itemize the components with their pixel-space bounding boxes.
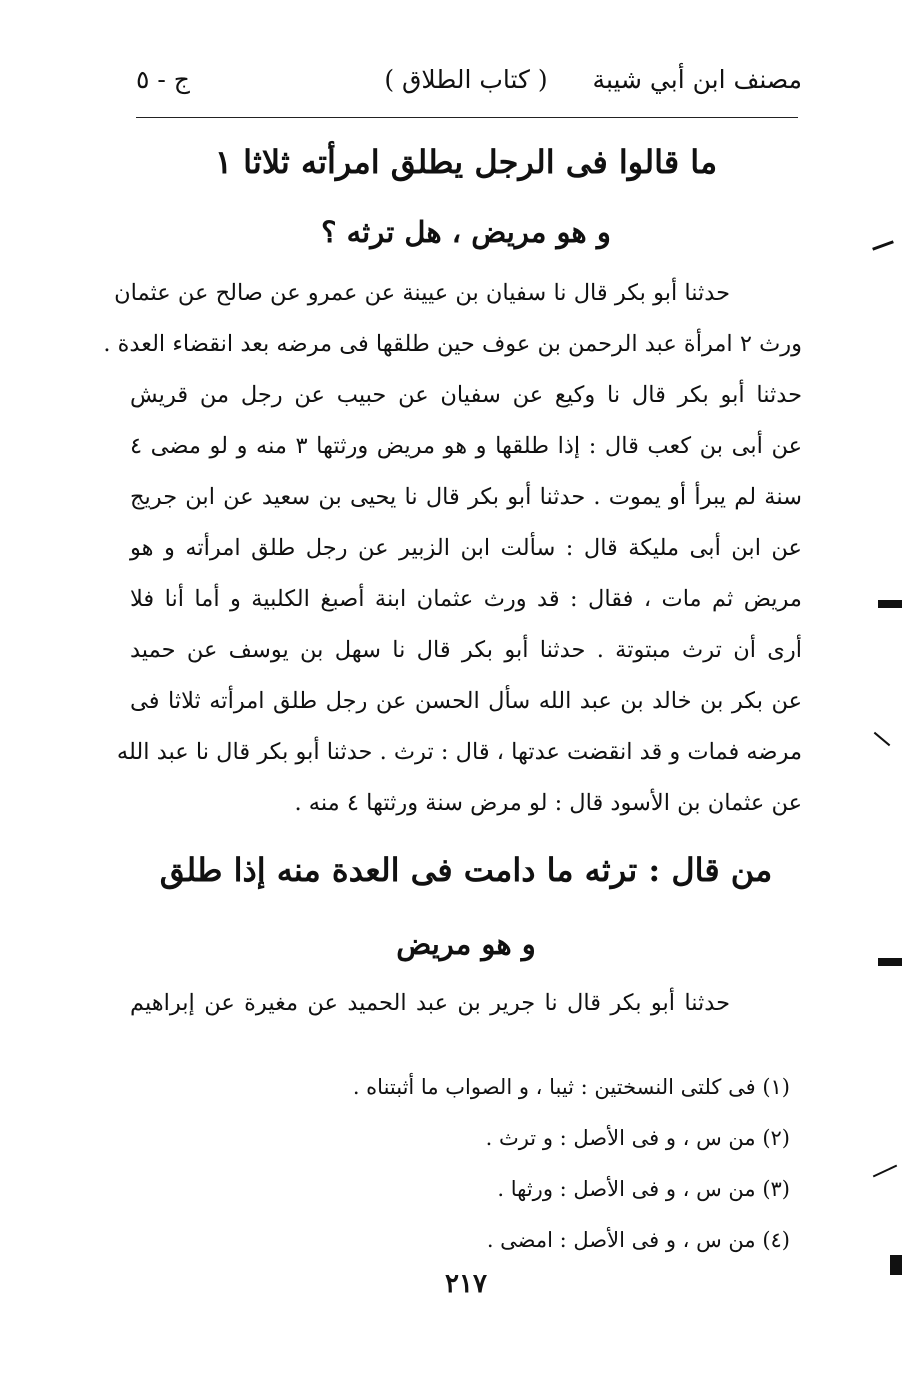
text-line: عن ابن أبى مليكة قال : سألت ابن الزبير عن رجل طلق امرأته و هو bbox=[130, 535, 802, 561]
volume-number: ج - ٥ bbox=[136, 65, 190, 94]
text-line: عن بكر بن خالد بن عبد الله سأل الحسن عن رجل طلق امرأته ثلاثا فى bbox=[130, 688, 802, 714]
scan-mark bbox=[890, 1255, 902, 1275]
header-rule bbox=[136, 117, 798, 118]
text-line: عن أبى بن كعب قال : إذا طلقها و هو مريض ورثتها ٣ منه و لو مضى ٤ bbox=[130, 433, 802, 459]
section-title-2: من قال : ترثه ما دامت فى العدة منه إذا طلق bbox=[159, 851, 773, 889]
footnotes bbox=[130, 1062, 790, 1266]
text-line: مرضه فمات و قد انقضت عدتها ، قال : ترث . حدثنا أبو بكر قال نا عبد الله bbox=[116, 739, 802, 765]
scan-mark bbox=[873, 1165, 897, 1178]
scan-mark bbox=[872, 240, 894, 250]
footnote: (١) فى كلتى النسختين : ثيبا ، و الصواب ما أثبتناه . bbox=[352, 1075, 790, 1099]
section-title: ما قالوا فى الرجل يطلق امرأته ثلاثا ١ bbox=[214, 143, 718, 181]
text-line: ورث ٢ امرأة عبد الرحمن بن عوف حين طلقها فى مرضه بعد انقضاء العدة . bbox=[103, 331, 802, 357]
footnote: (٤) من س ، و فى الأصل : امضى . bbox=[486, 1228, 790, 1252]
section-body bbox=[103, 268, 802, 829]
section-subtitle: و هو مريض ، هل ترثه ؟ bbox=[321, 215, 611, 249]
text-line: سنة لم يبرأ أو يموت . حدثنا أبو بكر قال نا يحيى بن سعيد عن ابن جريج bbox=[130, 484, 802, 510]
text-line: مريض ثم مات ، فقال : قد ورث عثمان ابنة أصبغ الكلبية و أما أنا فلا bbox=[130, 586, 802, 612]
scan-mark bbox=[874, 732, 891, 746]
scan-mark bbox=[878, 958, 902, 966]
footnote: (٣) من س ، و فى الأصل : ورثها . bbox=[497, 1177, 790, 1201]
book-title: مصنف ابن أبي شيبة bbox=[592, 65, 802, 94]
scan-mark bbox=[878, 600, 902, 608]
text-line: حدثنا أبو بكر قال نا جرير بن عبد الحميد عن مغيرة عن إبراهيم bbox=[130, 990, 730, 1016]
chapter-title: ( كتاب الطلاق ) bbox=[384, 65, 548, 94]
text-line: حدثنا أبو بكر قال نا وكيع عن سفيان عن حبيب عن رجل من قريش bbox=[130, 382, 802, 408]
running-header bbox=[130, 62, 802, 106]
text-line: عن عثمان بن الأسود قال : لو مرض سنة ورثتها ٤ منه . bbox=[294, 790, 802, 816]
section-subtitle-2: و هو مريض bbox=[396, 927, 536, 961]
footnote: (٢) من س ، و فى الأصل : و ترث . bbox=[485, 1126, 790, 1150]
text-line: أرى أن ترث مبتوتة . حدثنا أبو بكر قال نا سهل بن يوسف عن حميد bbox=[130, 637, 802, 663]
text-line: حدثنا أبو بكر قال نا سفيان بن عيينة عن عمرو عن صالح عن عثمان bbox=[114, 280, 730, 306]
page-number: ٢١٧ bbox=[445, 1269, 487, 1299]
section-body-2 bbox=[130, 978, 802, 1029]
